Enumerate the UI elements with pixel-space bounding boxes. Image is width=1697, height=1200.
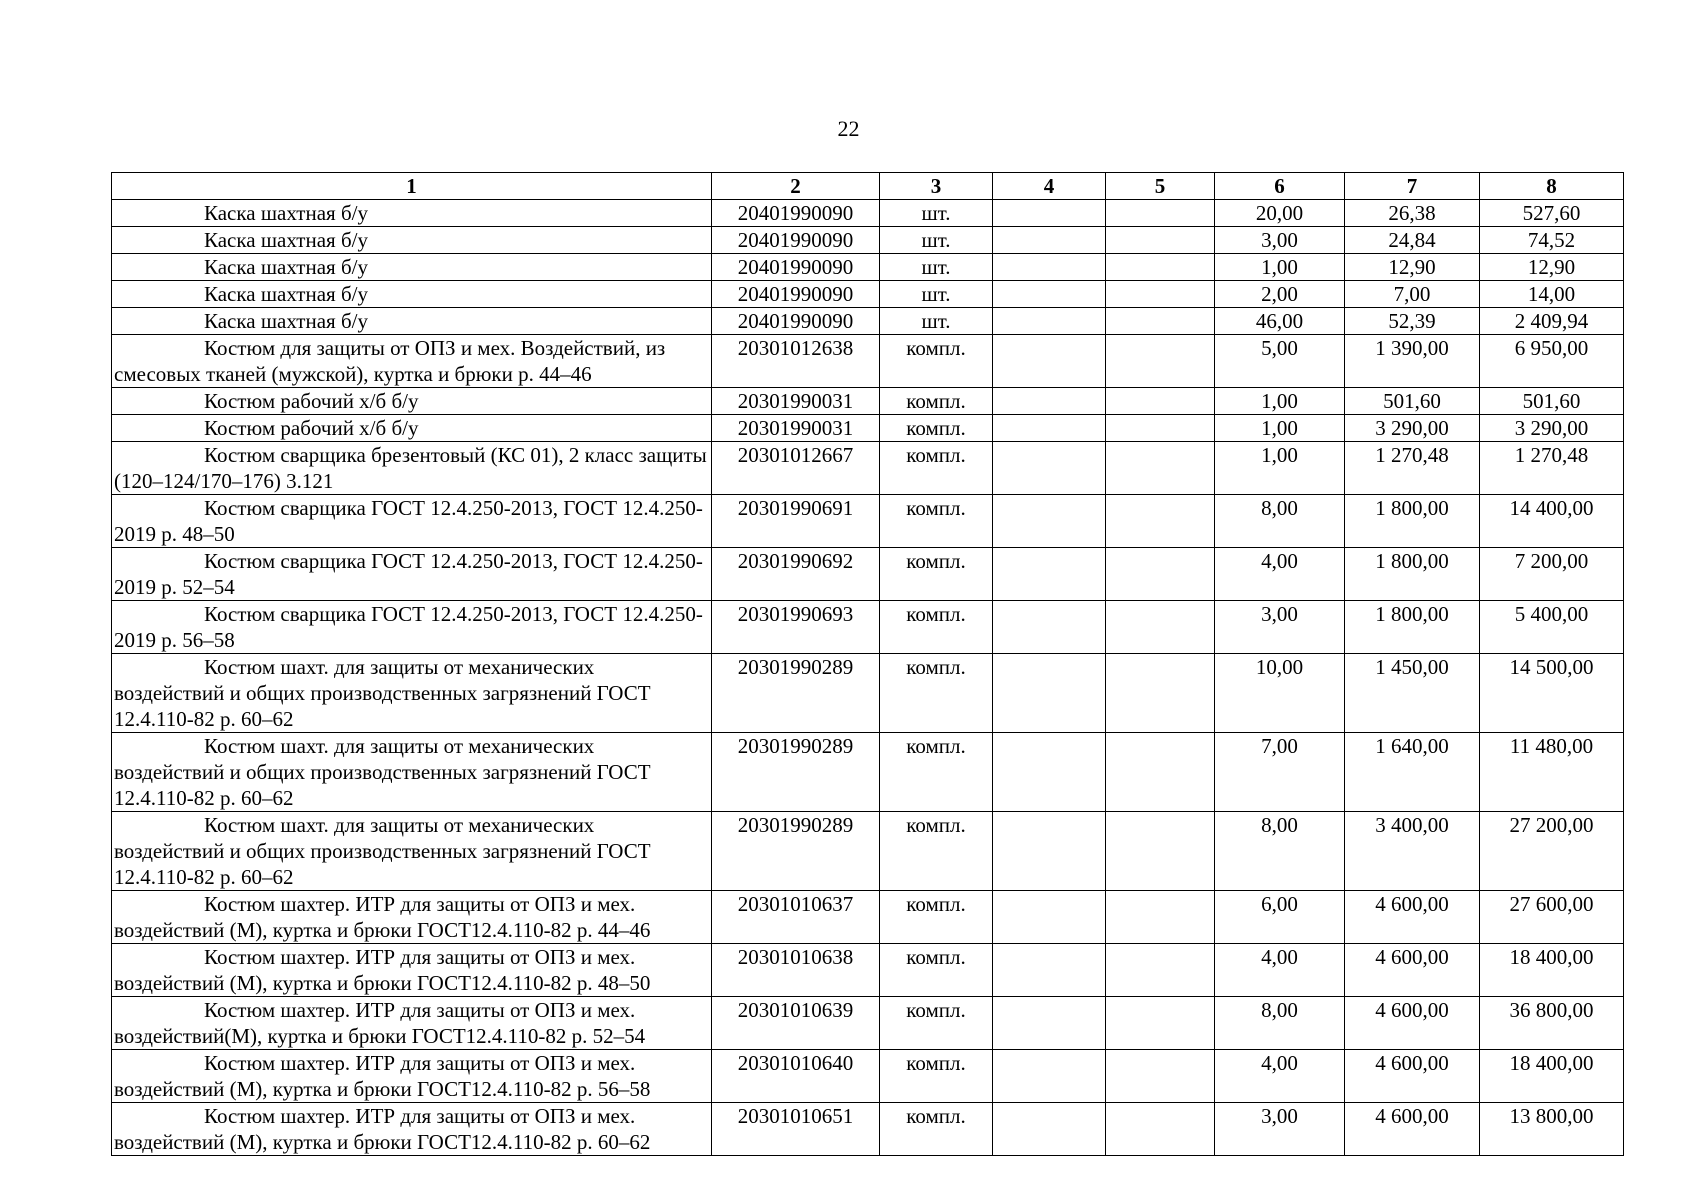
item-name-cell: Каска шахтная б/у <box>112 281 712 308</box>
column-header: 1 <box>112 173 712 200</box>
table-row <box>112 442 1624 495</box>
total-cell: 13 800,00 <box>1480 1103 1624 1156</box>
column-header: 7 <box>1345 173 1480 200</box>
column-5-cell <box>1106 495 1215 548</box>
item-name-cell: Костюм рабочий х/б б/у <box>112 415 712 442</box>
item-code-cell: 20401990090 <box>712 308 880 335</box>
item-code-cell: 20401990090 <box>712 281 880 308</box>
column-header: 6 <box>1215 173 1345 200</box>
unit-cell: шт. <box>880 200 993 227</box>
item-name-cell: Костюм шахт. для защиты от механических воздействий и общих производственных загрязнений ГОСТ 12.4.110-82 р. 60–62 <box>112 733 712 812</box>
item-name-cell: Костюм шахт. для защиты от механических воздействий и общих производственных загрязнений ГОСТ 12.4.110-82 р. 60–62 <box>112 812 712 891</box>
price-cell: 24,84 <box>1345 227 1480 254</box>
quantity-cell: 3,00 <box>1215 227 1345 254</box>
item-name-cell: Каска шахтная б/у <box>112 254 712 281</box>
price-cell: 3 400,00 <box>1345 812 1480 891</box>
quantity-cell: 10,00 <box>1215 654 1345 733</box>
column-4-cell <box>993 335 1106 388</box>
item-code-cell: 20301990289 <box>712 733 880 812</box>
unit-cell: компл. <box>880 442 993 495</box>
page-number: 22 <box>837 116 860 141</box>
item-code-cell: 20301010640 <box>712 1050 880 1103</box>
price-cell: 3 290,00 <box>1345 415 1480 442</box>
unit-cell: компл. <box>880 415 993 442</box>
column-4-cell <box>993 254 1106 281</box>
item-code-cell: 20301012638 <box>712 335 880 388</box>
item-name-cell: Костюм шахтер. ИТР для защиты от ОПЗ и мех. воздействий (М), куртка и брюки ГОСТ12.4.110-82 р. 48–50 <box>112 944 712 997</box>
item-name-cell: Костюм сварщика ГОСТ 12.4.250-2013, ГОСТ 12.4.250-2019 р. 52–54 <box>112 548 712 601</box>
table-row <box>112 281 1624 308</box>
quantity-cell: 3,00 <box>1215 1103 1345 1156</box>
item-code-cell: 20301990031 <box>712 388 880 415</box>
column-4-cell <box>993 495 1106 548</box>
table-row <box>112 1050 1624 1103</box>
unit-cell: компл. <box>880 944 993 997</box>
item-code-cell: 20401990090 <box>712 254 880 281</box>
column-5-cell <box>1106 601 1215 654</box>
total-cell: 11 480,00 <box>1480 733 1624 812</box>
item-name-cell: Костюм сварщика ГОСТ 12.4.250-2013, ГОСТ 12.4.250-2019 р. 48–50 <box>112 495 712 548</box>
column-4-cell <box>993 281 1106 308</box>
item-code-cell: 20301990289 <box>712 654 880 733</box>
item-name-cell: Костюм для защиты от ОПЗ и мех. Воздействий, из смесовых тканей (мужской), куртка и брюки р. 44–46 <box>112 335 712 388</box>
quantity-cell: 4,00 <box>1215 1050 1345 1103</box>
unit-cell: шт. <box>880 227 993 254</box>
quantity-cell: 8,00 <box>1215 997 1345 1050</box>
column-5-cell <box>1106 1103 1215 1156</box>
unit-cell: шт. <box>880 254 993 281</box>
item-code-cell: 20301010638 <box>712 944 880 997</box>
quantity-cell: 1,00 <box>1215 254 1345 281</box>
column-5-cell <box>1106 442 1215 495</box>
unit-cell: шт. <box>880 281 993 308</box>
column-4-cell <box>993 1103 1106 1156</box>
total-cell: 2 409,94 <box>1480 308 1624 335</box>
item-name-cell: Костюм шахтер. ИТР для защиты от ОПЗ и мех. воздействий (М), куртка и брюки ГОСТ12.4.110-82 р. 44–46 <box>112 891 712 944</box>
item-name-cell: Костюм шахтер. ИТР для защиты от ОПЗ и мех. воздействий(М), куртка и брюки ГОСТ12.4.110-82 р. 52–54 <box>112 997 712 1050</box>
column-4-cell <box>993 944 1106 997</box>
price-cell: 1 640,00 <box>1345 733 1480 812</box>
total-cell: 18 400,00 <box>1480 944 1624 997</box>
price-cell: 1 270,48 <box>1345 442 1480 495</box>
column-header: 5 <box>1106 173 1215 200</box>
total-cell: 5 400,00 <box>1480 601 1624 654</box>
column-4-cell <box>993 415 1106 442</box>
column-4-cell <box>993 601 1106 654</box>
column-header: 2 <box>712 173 880 200</box>
item-code-cell: 20301990691 <box>712 495 880 548</box>
column-4-cell <box>993 442 1106 495</box>
unit-cell: шт. <box>880 308 993 335</box>
table-row <box>112 548 1624 601</box>
total-cell: 527,60 <box>1480 200 1624 227</box>
column-5-cell <box>1106 335 1215 388</box>
inventory-table <box>111 172 1624 1156</box>
unit-cell: компл. <box>880 1103 993 1156</box>
item-name-cell: Каска шахтная б/у <box>112 308 712 335</box>
quantity-cell: 6,00 <box>1215 891 1345 944</box>
total-cell: 27 200,00 <box>1480 812 1624 891</box>
total-cell: 36 800,00 <box>1480 997 1624 1050</box>
column-5-cell <box>1106 388 1215 415</box>
quantity-cell: 8,00 <box>1215 495 1345 548</box>
column-4-cell <box>993 200 1106 227</box>
table-row <box>112 388 1624 415</box>
price-cell: 12,90 <box>1345 254 1480 281</box>
item-name-cell: Костюм сварщика ГОСТ 12.4.250-2013, ГОСТ 12.4.250-2019 р. 56–58 <box>112 601 712 654</box>
price-cell: 7,00 <box>1345 281 1480 308</box>
item-code-cell: 20301990031 <box>712 415 880 442</box>
item-code-cell: 20301990693 <box>712 601 880 654</box>
quantity-cell: 7,00 <box>1215 733 1345 812</box>
column-5-cell <box>1106 997 1215 1050</box>
table-row <box>112 733 1624 812</box>
quantity-cell: 1,00 <box>1215 442 1345 495</box>
unit-cell: компл. <box>880 388 993 415</box>
quantity-cell: 3,00 <box>1215 601 1345 654</box>
quantity-cell: 1,00 <box>1215 388 1345 415</box>
item-code-cell: 20301010639 <box>712 997 880 1050</box>
total-cell: 1 270,48 <box>1480 442 1624 495</box>
quantity-cell: 1,00 <box>1215 415 1345 442</box>
unit-cell: компл. <box>880 335 993 388</box>
price-cell: 26,38 <box>1345 200 1480 227</box>
unit-cell: компл. <box>880 997 993 1050</box>
quantity-cell: 46,00 <box>1215 308 1345 335</box>
table-row <box>112 812 1624 891</box>
table-header <box>112 173 1624 200</box>
header-row <box>112 173 1624 200</box>
column-5-cell <box>1106 281 1215 308</box>
table-row <box>112 1103 1624 1156</box>
quantity-cell: 2,00 <box>1215 281 1345 308</box>
item-name-cell: Костюм рабочий х/б б/у <box>112 388 712 415</box>
price-cell: 4 600,00 <box>1345 1050 1480 1103</box>
price-cell: 4 600,00 <box>1345 944 1480 997</box>
item-name-cell: Каска шахтная б/у <box>112 200 712 227</box>
unit-cell: компл. <box>880 812 993 891</box>
quantity-cell: 4,00 <box>1215 548 1345 601</box>
table-row <box>112 601 1624 654</box>
total-cell: 14 400,00 <box>1480 495 1624 548</box>
price-cell: 1 800,00 <box>1345 495 1480 548</box>
total-cell: 501,60 <box>1480 388 1624 415</box>
column-5-cell <box>1106 654 1215 733</box>
total-cell: 14,00 <box>1480 281 1624 308</box>
price-cell: 1 800,00 <box>1345 601 1480 654</box>
table-row <box>112 415 1624 442</box>
column-4-cell <box>993 654 1106 733</box>
total-cell: 12,90 <box>1480 254 1624 281</box>
column-5-cell <box>1106 733 1215 812</box>
item-code-cell: 20301010637 <box>712 891 880 944</box>
item-code-cell: 20401990090 <box>712 200 880 227</box>
price-cell: 4 600,00 <box>1345 1103 1480 1156</box>
table-row <box>112 254 1624 281</box>
price-cell: 4 600,00 <box>1345 891 1480 944</box>
column-4-cell <box>993 997 1106 1050</box>
item-name-cell: Костюм шахтер. ИТР для защиты от ОПЗ и мех. воздействий (М), куртка и брюки ГОСТ12.4.110-82 р. 60–62 <box>112 1103 712 1156</box>
table-row <box>112 335 1624 388</box>
quantity-cell: 20,00 <box>1215 200 1345 227</box>
price-cell: 1 390,00 <box>1345 335 1480 388</box>
unit-cell: компл. <box>880 601 993 654</box>
column-5-cell <box>1106 944 1215 997</box>
column-5-cell <box>1106 812 1215 891</box>
column-5-cell <box>1106 308 1215 335</box>
column-5-cell <box>1106 200 1215 227</box>
total-cell: 14 500,00 <box>1480 654 1624 733</box>
table-row <box>112 495 1624 548</box>
table-row <box>112 891 1624 944</box>
item-code-cell: 20401990090 <box>712 227 880 254</box>
total-cell: 7 200,00 <box>1480 548 1624 601</box>
price-cell: 1 800,00 <box>1345 548 1480 601</box>
item-code-cell: 20301990692 <box>712 548 880 601</box>
total-cell: 18 400,00 <box>1480 1050 1624 1103</box>
price-cell: 1 450,00 <box>1345 654 1480 733</box>
unit-cell: компл. <box>880 891 993 944</box>
column-header: 8 <box>1480 173 1624 200</box>
item-code-cell: 20301010651 <box>712 1103 880 1156</box>
quantity-cell: 8,00 <box>1215 812 1345 891</box>
unit-cell: компл. <box>880 733 993 812</box>
table-row <box>112 654 1624 733</box>
column-5-cell <box>1106 548 1215 601</box>
item-name-cell: Каска шахтная б/у <box>112 227 712 254</box>
table-body <box>112 200 1624 1156</box>
item-name-cell: Костюм шахт. для защиты от механических воздействий и общих производственных загрязнений ГОСТ 12.4.110-82 р. 60–62 <box>112 654 712 733</box>
column-5-cell <box>1106 1050 1215 1103</box>
column-4-cell <box>993 1050 1106 1103</box>
price-cell: 4 600,00 <box>1345 997 1480 1050</box>
column-4-cell <box>993 388 1106 415</box>
column-5-cell <box>1106 227 1215 254</box>
column-5-cell <box>1106 415 1215 442</box>
quantity-cell: 5,00 <box>1215 335 1345 388</box>
unit-cell: компл. <box>880 548 993 601</box>
column-4-cell <box>993 891 1106 944</box>
unit-cell: компл. <box>880 1050 993 1103</box>
total-cell: 6 950,00 <box>1480 335 1624 388</box>
column-4-cell <box>993 812 1106 891</box>
table-row <box>112 200 1624 227</box>
unit-cell: компл. <box>880 495 993 548</box>
column-5-cell <box>1106 891 1215 944</box>
column-header: 3 <box>880 173 993 200</box>
column-4-cell <box>993 548 1106 601</box>
column-4-cell <box>993 733 1106 812</box>
item-name-cell: Костюм шахтер. ИТР для защиты от ОПЗ и мех. воздействий (М), куртка и брюки ГОСТ12.4.110-82 р. 56–58 <box>112 1050 712 1103</box>
column-4-cell <box>993 227 1106 254</box>
item-code-cell: 20301012667 <box>712 442 880 495</box>
column-header: 4 <box>993 173 1106 200</box>
quantity-cell: 4,00 <box>1215 944 1345 997</box>
column-4-cell <box>993 308 1106 335</box>
price-cell: 52,39 <box>1345 308 1480 335</box>
unit-cell: компл. <box>880 654 993 733</box>
column-5-cell <box>1106 254 1215 281</box>
total-cell: 3 290,00 <box>1480 415 1624 442</box>
item-code-cell: 20301990289 <box>712 812 880 891</box>
table-row <box>112 227 1624 254</box>
total-cell: 27 600,00 <box>1480 891 1624 944</box>
total-cell: 74,52 <box>1480 227 1624 254</box>
table-row <box>112 308 1624 335</box>
price-cell: 501,60 <box>1345 388 1480 415</box>
item-name-cell: Костюм сварщика брезентовый (КС 01), 2 класс защиты (120–124/170–176) 3.121 <box>112 442 712 495</box>
table-row <box>112 944 1624 997</box>
table-row <box>112 997 1624 1050</box>
